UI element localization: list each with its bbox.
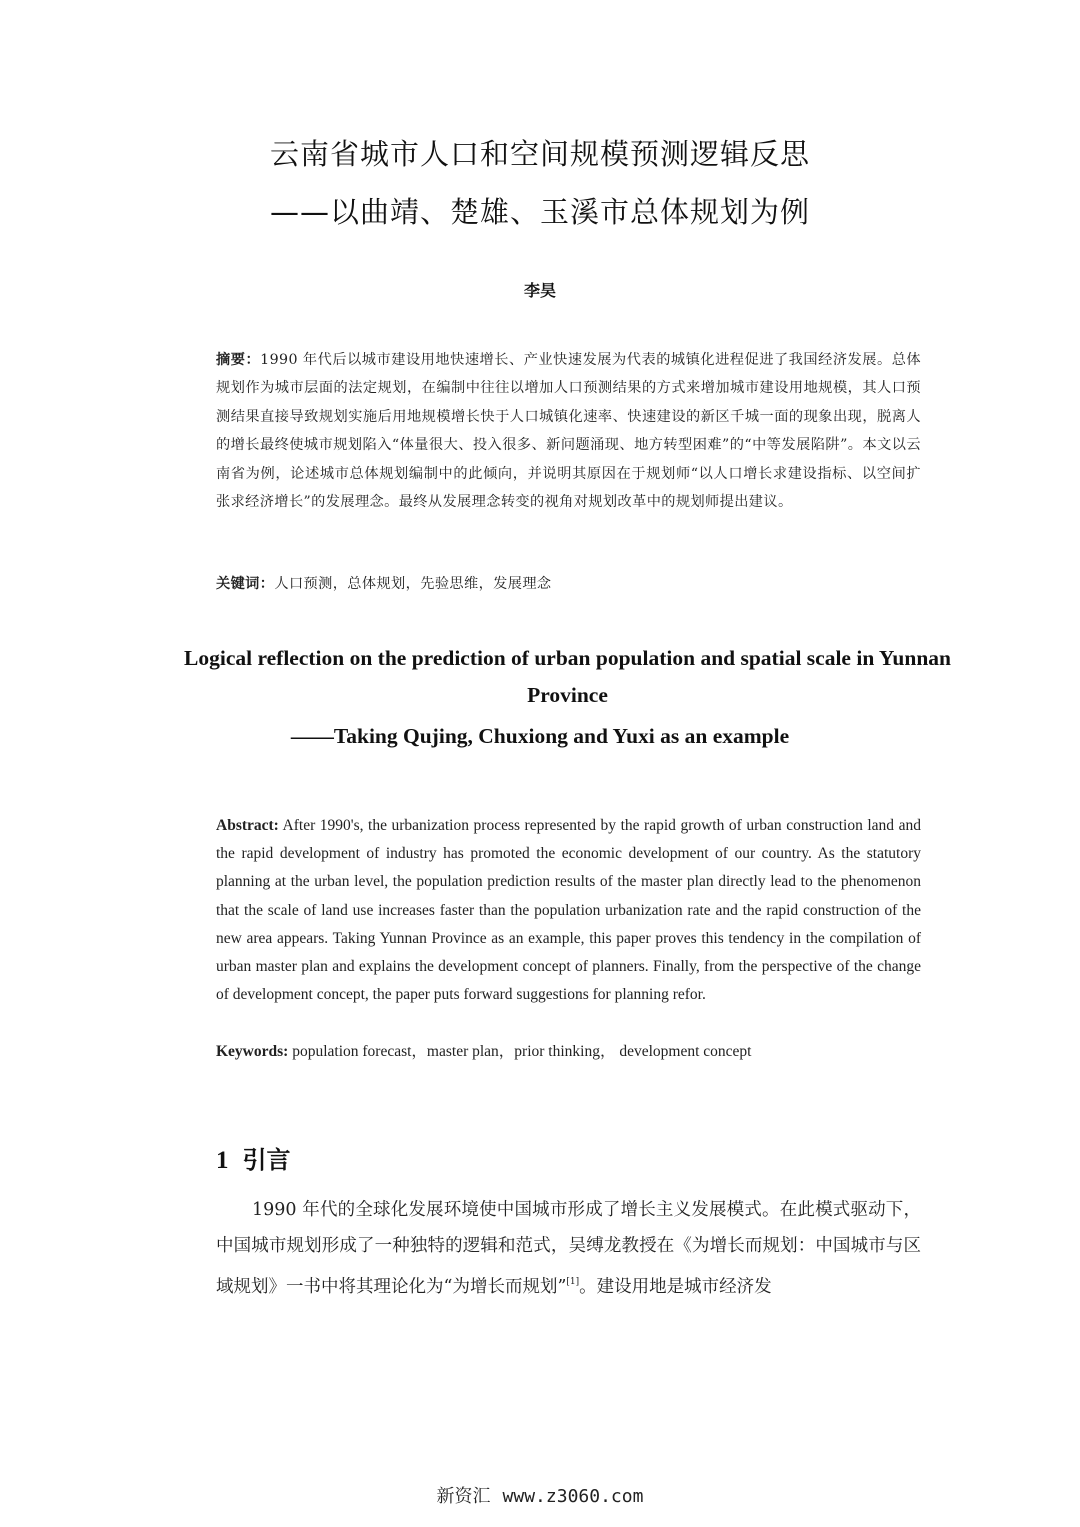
section-title: 引言 [242,1146,291,1174]
footer-watermark [0,1482,1080,1508]
english-abstract-text: After 1990's, the urbanization process represented by the rapid growth of urban construction land and the rapid development of industry has promoted the economic development of our country. As the statutory planning at the urban level, the population prediction results of the master plan directly lead to the phenomenon that the scale of land use increases faster than the population urbanization rate and the rapid construction of the new area appears. Taking Yunnan Province as an example, this paper proves this tendency in the compilation of urban master plan and explains the development concept of planners. Finally, from the perspective of the change of development concept, the paper puts forward suggestions for planning refor. [216,817,921,1004]
author-name: 李昊 [523,281,556,300]
introduction-paragraph [216,1192,921,1305]
chinese-title-line1: 云南省城市人口和空间规模预测逻辑反思 [269,137,810,171]
citation-reference[interactable]: [1] [566,1277,580,1287]
english-keywords-label: Keywords: [216,1043,289,1060]
english-abstract [216,812,921,1009]
footer-url[interactable]: www.z3060.com [502,1486,644,1507]
chinese-title-line2: ——以曲靖、楚雄、玉溪市总体规划为例 [269,195,810,229]
english-keywords-text: population forecast，master plan，prior thinking， development concept [288,1043,752,1060]
chinese-keywords-label: 关键词： [216,576,275,592]
section-heading-introduction [216,1140,291,1175]
paragraph-text-part1: 1990 年代的全球化发展环境使中国城市形成了增长主义发展模式。在此模式驱动下，中国城市规划形成了一种独特的逻辑和范式，吴缚龙教授在《为增长而规划：中国城市与区域规划》一书中将其理论化为“为增长而规划” [216,1200,921,1297]
footer-brand: 新资汇 [436,1486,491,1507]
english-title: Logical reflection on the prediction of urban population and spatial scale in Yunnan Province [184,646,951,707]
chinese-abstract [216,346,921,516]
section-number: 1 [216,1147,229,1174]
chinese-abstract-text: 1990 年代后以城市建设用地快速增长、产业快速发展为代表的城镇化进程促进了我国经济发展。总体规划作为城市层面的法定规划，在编制中往往以增加人口预测结果的方式来增加城市建设用地规模，其人口预测结果直接导致规划实施后用地规模增长快于人口城镇化速率、快速建设的新区千城一面的现象出现，脱离人的增长最终使城市规划陷入“体量很大、投入很多、新问题涌现、地方转型困难”的“中等发展陷阱”。本文以云南省为例，论述城市总体规划编制中的此倾向，并说明其原因在于规划师“以人口增长求建设指标、以空间扩张求经济增长”的发展理念。最终从发展理念转变的视角对规划改革中的规划师提出建议。 [216,352,922,511]
chinese-abstract-label: 摘要： [216,352,261,368]
chinese-keywords-text: 人口预测，总体规划，先验思维，发展理念 [274,576,552,592]
paragraph-text-part2: 。建设用地是城市经济发 [579,1277,772,1297]
english-abstract-label: Abstract: [216,817,279,834]
chinese-keywords [216,570,921,598]
english-keywords [216,1038,921,1066]
english-subtitle: ——Taking Qujing, Chuxiong and Yuxi as an example [290,724,790,748]
